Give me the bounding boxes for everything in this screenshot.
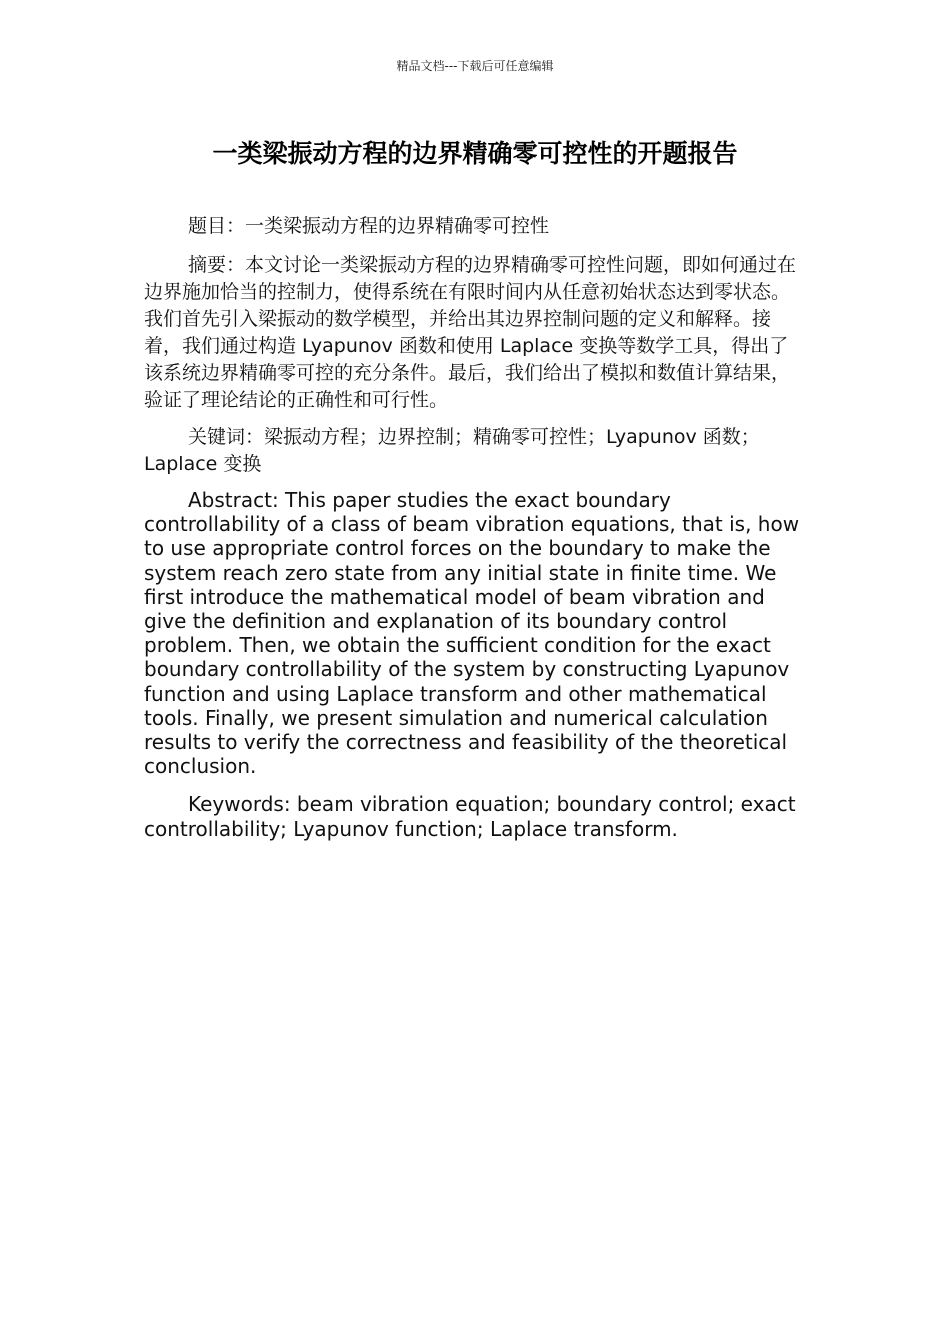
keywords-en-paragraph: Keywords: beam vibration equation; boundary control; exact controllability; Lyapunov function; Laplace transform.: [144, 792, 796, 841]
abstract-en-paragraph: Abstract: This paper studies the exact boundary controllability of a class of beam vibration equations, that is, how to use appropriate control forces on the boundary to make the system reach zero state from any initial state in finite time. We first introduce the mathematical model of beam vibration and give the definition and explanation of its boundary control problem. Then, we obtain the sufficient condition for the exact boundary controllability of the system by constructing Lyapunov function and using Laplace transform and other mathematical tools. Finally, we present simulation and numerical calculation results to verify the correctness and feasibility of the theoretical conclusion.: [144, 488, 800, 779]
topic-paragraph: 题目：一类梁振动方程的边界精确零可控性: [188, 215, 550, 237]
document-body: [144, 213, 806, 855]
document-title: 一类梁振动方程的边界精确零可控性的开题报告: [212, 139, 738, 168]
header-note: 精品文档---下载后可任意编辑: [396, 59, 554, 73]
keywords-cn-paragraph: 关键词：梁振动方程；边界控制；精确零可控性；Lyapunov 函数；Laplace 变换: [144, 426, 760, 475]
abstract-cn-paragraph: 摘要：本文讨论一类梁振动方程的边界精确零可控性问题，即如何通过在边界施加恰当的控制力，使得系统在有限时间内从任意初始状态达到零状态。我们首先引入梁振动的数学模型，并给出其边界控制问题的定义和解释。接着，我们通过构造 Lyapunov 函数和使用 Laplace 变换等数学工具，得出了该系统边界精确零可控的充分条件。最后，我们给出了模拟和数值计算结果，验证了理论结论的正确性和可行性。: [144, 254, 797, 411]
